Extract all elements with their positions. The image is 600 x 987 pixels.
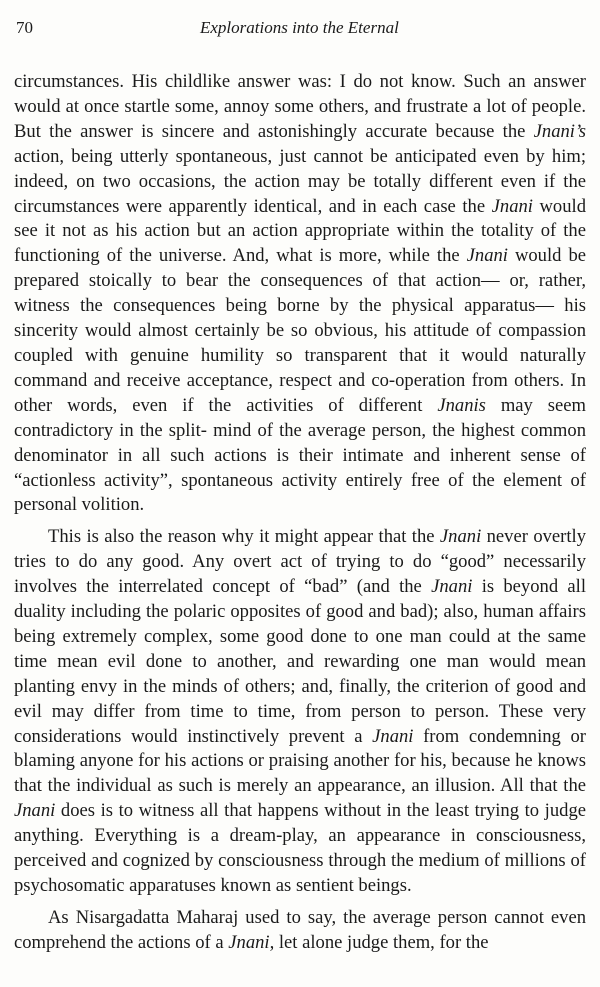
running-head	[14, 12, 586, 38]
paragraph	[14, 525, 586, 899]
paragraph	[14, 906, 586, 956]
italic-term: Jnani,	[228, 931, 275, 953]
italic-term: Jnani	[431, 576, 473, 598]
italic-term: Jnanis	[437, 394, 486, 416]
text-run: circumstances. His childlike answer was: I do not know. Such an answer would at once startle some, annoy some others, and frustrate a lot of people. But the answer is sincere and astonishingly accurate because the	[14, 71, 586, 142]
text-run: does is to witness all that happens without in the least trying to judge anything. Everything is a dream-play, an appearance in consciousness, perceived and cognized by consciousness through the medium of millions of psychosomatic apparatuses known as sentient beings.	[14, 800, 586, 896]
text-run: never overtly tries to do any good. Any overt act of trying to do “good” necessarily involves the interrelated concept of “bad” (and the	[14, 526, 586, 598]
page-number: 70	[16, 18, 33, 37]
italic-term: Jnani	[466, 245, 508, 267]
body-text	[14, 70, 586, 956]
text-run: may seem contradictory in the split- mind of the average person, the highest common denominator in all such actions is their intimate and inherent sense of “actionless activity”, spontaneous activity entirely free of the element of personal volition.	[14, 394, 587, 516]
italic-term: Jnani	[372, 725, 414, 747]
text-run: would see it not as his action but an action appropriate within the totality of the functioning of the universe. And, what is more, while the	[14, 195, 586, 267]
text-run: would be prepared stoically to bear the consequences of that action— or, rather, witness the consequences being borne by the physical apparatus— his sincerity would almost certainly be so obvious, his attitude of compassion coupled with genuine humility so transparent that it would naturally command and receive acceptance, respect and co-operation from others. In other words, even if the activities of different	[14, 245, 586, 416]
italic-term: Jnani	[14, 800, 56, 822]
text-run: is beyond all duality including the polaric opposites of good and bad); also, human affairs being extremely complex, some good done to one man could at the same time mean evil done to another, and rewarding one man would mean planting envy in the minds of others; and, finally, the criterion of good and evil may differ from time to time, from person to person. These very considerations would instinctively prevent a	[14, 576, 586, 747]
text-run: let alone judge them, for the	[274, 931, 489, 953]
text-run: from condemning or blaming anyone for his actions or praising another for his, because he knows that the individual as such is merely an appearance, an illusion. All that the	[14, 725, 586, 797]
paragraph	[14, 70, 586, 518]
italic-term: Jnani	[491, 195, 533, 217]
italic-term: Jnani	[439, 526, 482, 548]
italic-term: Jnani’s	[533, 120, 586, 142]
text-run: This is also the reason why it might appear that the	[48, 526, 440, 548]
text-run: As Nisargadatta Maharaj used to say, the average person cannot even comprehend the actions of a	[14, 906, 586, 953]
text-run: action, being utterly spontaneous, just cannot be anticipated even by him; indeed, on two occasions, the action may be totally different even if the circumstances were apparently identical, and in each case the	[14, 145, 586, 217]
running-title: Explorations into the Eternal	[200, 18, 399, 37]
